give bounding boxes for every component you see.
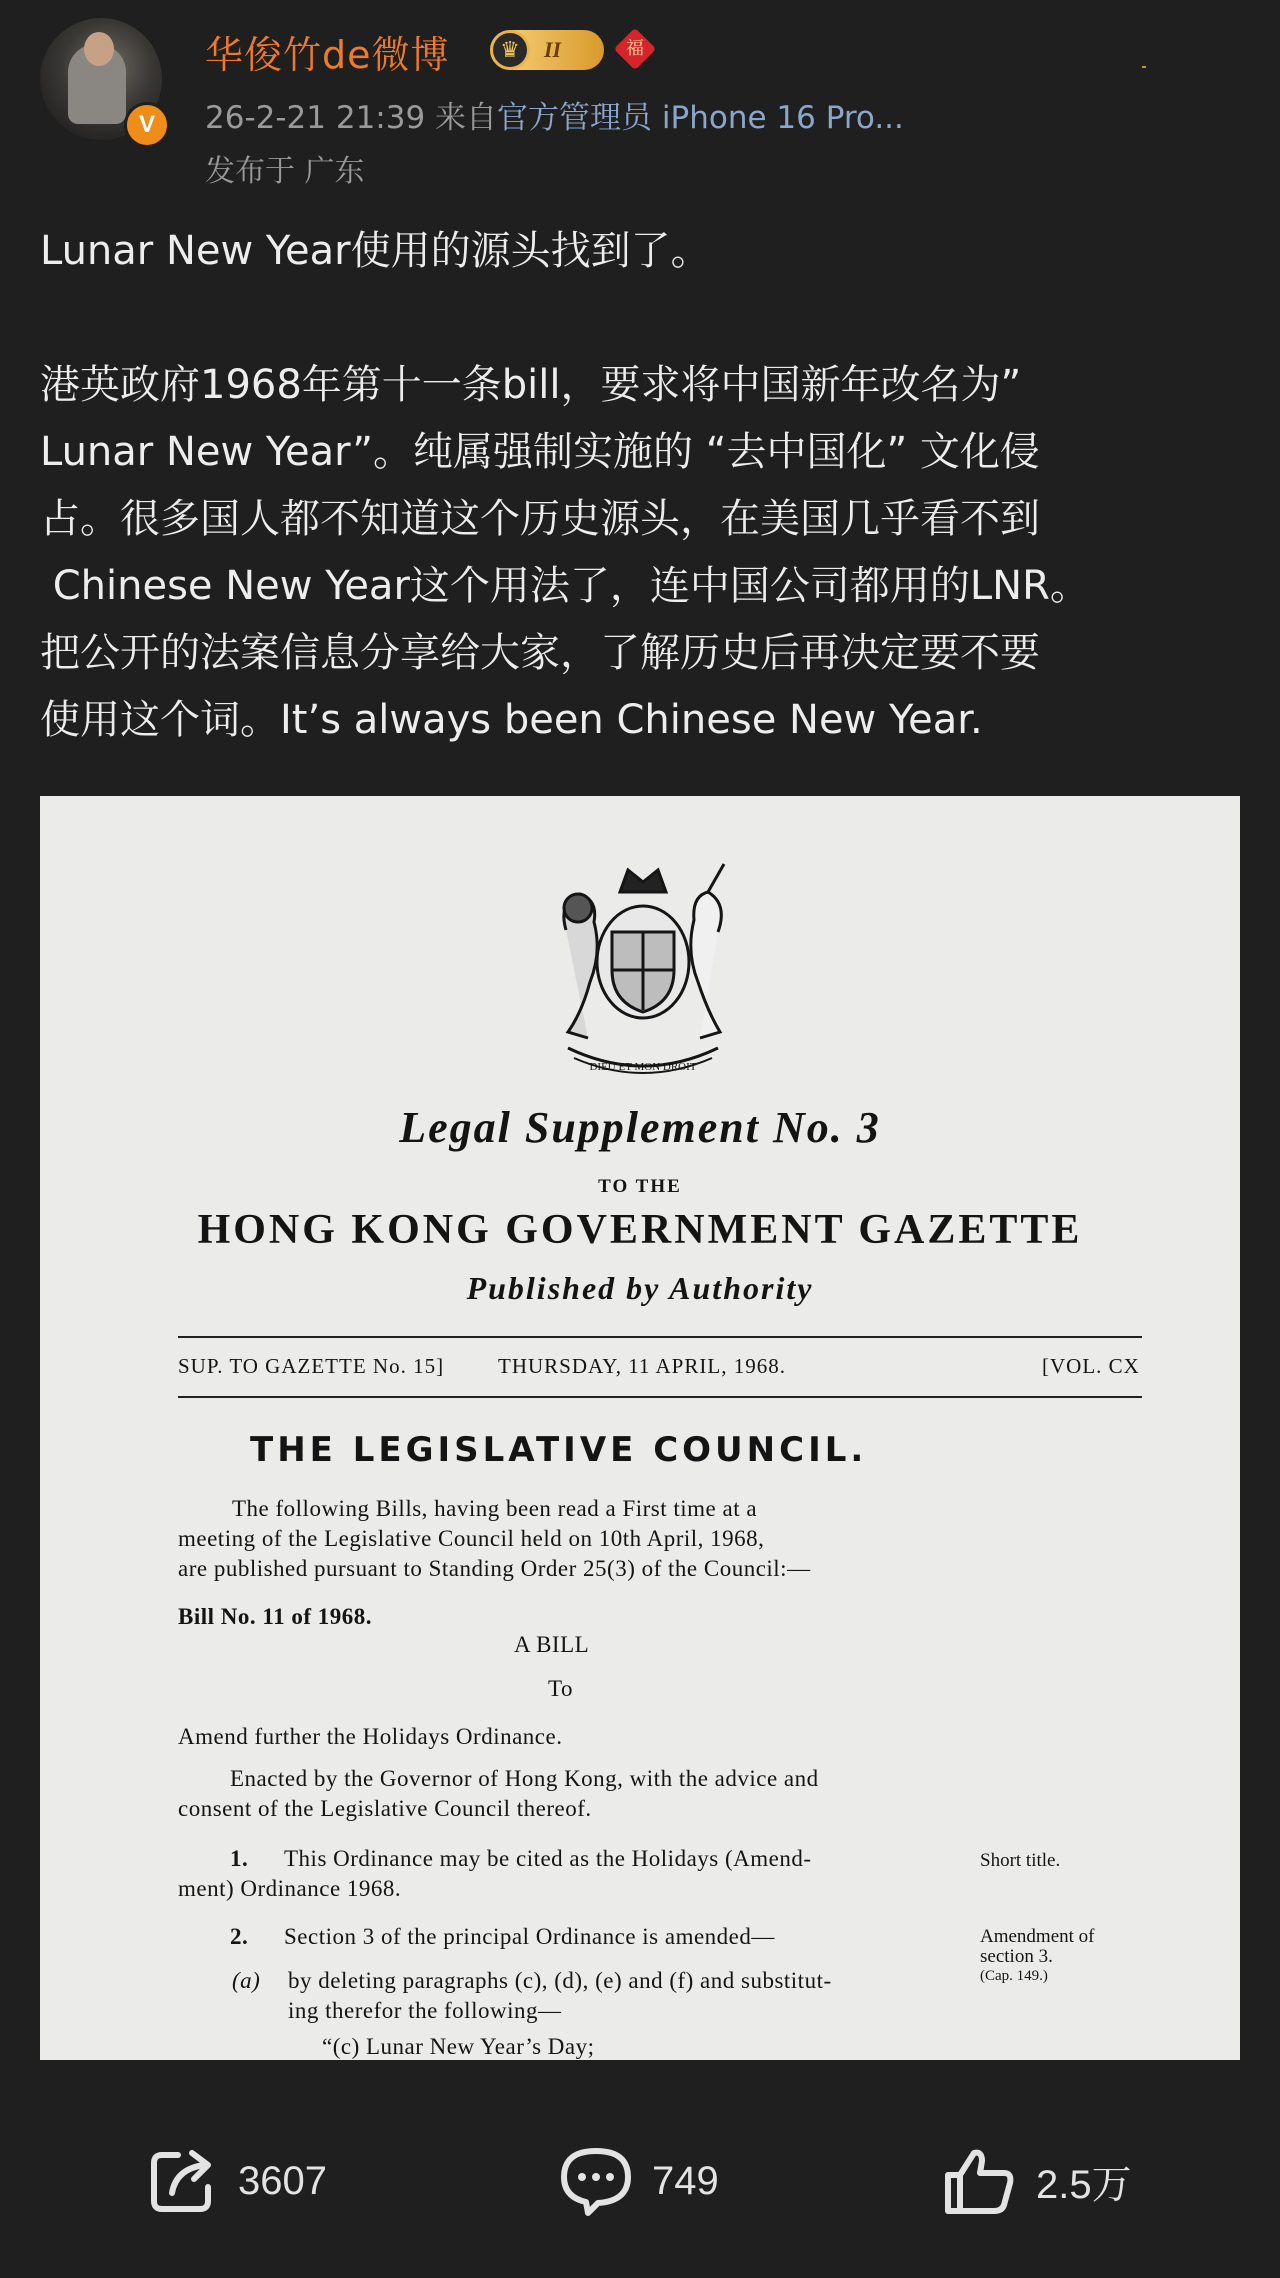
doc-text: Enacted by the Governor of Hong Kong, with the advice and [230, 1766, 819, 1791]
bill-number: Bill No. 11 of 1968. [178, 1604, 373, 1629]
section-number: 2. [230, 1924, 249, 1949]
issue-volume: [VOL. CX [1042, 1354, 1140, 1378]
doc-text: “(c) Lunar New Year’s Day; [322, 2034, 595, 2059]
margin-note: section 3. [980, 1946, 1053, 1967]
paragraph-gap [40, 285, 1240, 352]
divider [178, 1396, 1142, 1398]
post-timestamp: 26-2-21 21:39 [205, 100, 426, 136]
thumbs-up-icon [942, 2145, 1018, 2217]
share-button[interactable] [148, 2146, 327, 2216]
paragraph-label: (a) [232, 1968, 261, 1993]
issue-date: THURSDAY, 11 APRIL, 1968. [498, 1354, 786, 1378]
status-dot-icon [1142, 66, 1146, 68]
post-text-line: 把公开的法案信息分享给大家，了解历史后再决定要不要 [40, 630, 1040, 676]
doc-text: by deleting paragraphs (c), (d), (e) and (f) and substitut- [288, 1968, 832, 1993]
vip-badge[interactable] [494, 30, 604, 70]
post-text-line: 港英政府1968年第十一条bill，要求将中国新年改名为” [40, 362, 1022, 408]
doc-text: Amend further the Holidays Ordinance. [178, 1724, 563, 1749]
like-button[interactable] [942, 2146, 1132, 2216]
share-icon [148, 2147, 220, 2215]
doc-text: consent of the Legislative Council thereof. [178, 1796, 592, 1821]
source-prefix: 来自 [435, 100, 498, 136]
doc-gazette-name: HONG KONG GOVERNMENT GAZETTE [197, 1207, 1083, 1253]
doc-text: The following Bills, having been read a First time at a [232, 1496, 758, 1521]
doc-authority: Published by Authority [466, 1270, 814, 1306]
doc-text: meeting of the Legislative Council held on 10th April, 1968, [178, 1526, 765, 1551]
doc-subtitle: TO THE [598, 1176, 682, 1197]
coat-motto: DIEU ET MON DROIT [589, 1061, 697, 1073]
divider [178, 1336, 1142, 1338]
coat-of-arms-icon [528, 852, 758, 1082]
comment-button[interactable] [558, 2146, 719, 2216]
avatar-head [84, 32, 114, 66]
post-text-line: Lunar New Year”。纯属强制实施的 “去中国化” 文化侵 [40, 429, 1040, 475]
post-meta [205, 92, 904, 137]
action-bar [0, 2060, 1280, 2278]
post-header [0, 0, 1280, 200]
post-text-line: Lunar New Year使用的源头找到了。 [40, 228, 711, 274]
doc-text: ment) Ordinance 1968. [178, 1876, 402, 1901]
doc-title: Legal Supplement No. 3 [399, 1103, 881, 1152]
section-number: 1. [230, 1846, 249, 1871]
share-count: 3607 [238, 2158, 327, 2203]
issue-supplement: SUP. TO GAZETTE No. 15] [178, 1354, 445, 1378]
username[interactable]: 华俊竹de微博 [205, 33, 450, 77]
vip-level: II [544, 37, 562, 62]
post-text-line: Chinese New Year这个用法了，连中国公司都用的LNR。 [40, 563, 1090, 609]
doc-text: To [548, 1676, 573, 1701]
doc-text: are published pursuant to Standing Order 25(3) of the Council:— [178, 1556, 811, 1581]
doc-heading: THE LEGISLATIVE COUNCIL. [250, 1430, 868, 1470]
post-location: 发布于 广东 [205, 154, 365, 189]
source-link[interactable]: 官方管理员 iPhone 16 Pro... [497, 100, 904, 136]
crown-icon: ♛ [490, 30, 530, 70]
doc-text: A BILL [514, 1632, 590, 1657]
post-body [40, 218, 1240, 754]
margin-note: Amendment of [980, 1926, 1095, 1947]
fu-badge-label: 福 [626, 38, 644, 59]
like-count: 2.5万 [1036, 2162, 1132, 2207]
doc-text: This Ordinance may be cited as the Holidays (Amend- [284, 1846, 812, 1871]
gazette-image[interactable] [40, 796, 1240, 2060]
verified-badge-icon: V [124, 102, 170, 148]
doc-text: Section 3 of the principal Ordinance is amended— [284, 1924, 775, 1949]
doc-text: ing therefor the following— [288, 1998, 562, 2023]
post-text-line: 使用这个词。It’s always been Chinese New Year. [40, 697, 983, 743]
post-text-line: 占。很多国人都不知道这个历史源头，在美国几乎看不到 [40, 496, 1040, 542]
fu-badge-icon[interactable] [614, 28, 656, 70]
comment-icon [558, 2145, 634, 2217]
margin-note: Short title. [980, 1850, 1061, 1871]
margin-note: (Cap. 149.) [980, 1968, 1048, 1984]
comment-count: 749 [652, 2158, 719, 2203]
